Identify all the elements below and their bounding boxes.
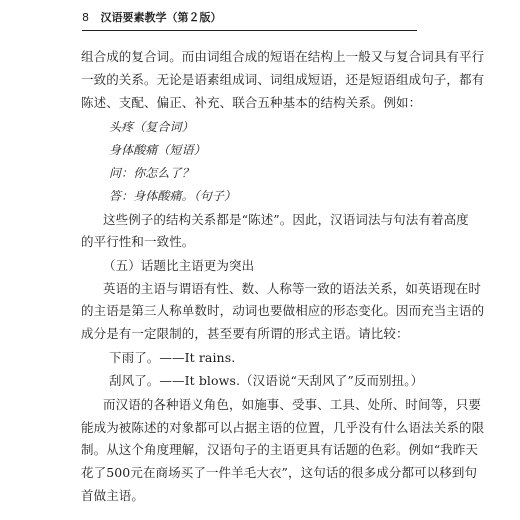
paragraph-3-line: 的主语是第三人称单数时，动词也要做相应的形态变化。因而充当主语的 — [81, 303, 485, 318]
paragraph-2-line: 的平行性和一致性。 — [81, 234, 195, 249]
example-line: 问：你怎么了？ — [109, 166, 194, 180]
example-line: 刮风了。——It blows.（汉语说“天刮风了”反而别扭。） — [109, 373, 424, 388]
header-rule — [82, 30, 417, 31]
paragraph-4-line: 而汉语的各种语义角色，如施事、受事、工具、处所、时间等，只要 — [103, 397, 482, 412]
book-title: 汉语要素教学（第２版） — [100, 11, 222, 24]
example-line: 答：身体酸痛。（句子） — [109, 189, 237, 203]
paragraph-4-line: 首做主语。 — [81, 488, 145, 503]
paragraph-4-line: 制。从这个角度理解，汉语句子的主语更具有话题的色彩。例如“我昨天 — [81, 442, 479, 457]
paragraph-2-line: 这些例子的结构关系都是“陈述”。因此，汉语词法与句法有着高度 — [103, 212, 469, 227]
running-head — [82, 11, 222, 25]
paragraph-4-line: 花了500元在商场买了一件羊毛大衣”，这句话的很多成分都可以移到句 — [81, 465, 478, 480]
paragraph-1-line: 组合成的复合词。而由词组合成的短语在结构上一般又与复合词具有平行 — [81, 49, 485, 64]
paragraph-4-line: 能成为被陈述的对象都可以占据主语的位置，几乎没有什么语法关系的限 — [81, 420, 485, 435]
paragraph-1-line: 陈述、支配、偏正、补充、联合五种基本的结构关系。例如： — [81, 95, 422, 110]
paragraph-1-line: 一致的关系。无论是语素组成词、词组成短语，还是短语组成句子，都有 — [81, 72, 485, 87]
section-heading: （五）话题比主语更为突出 — [103, 258, 255, 273]
paragraph-3-line: 英语的主语与谓语有性、数、人称等一致的语法关系，如英语现在时 — [103, 281, 482, 296]
page-number: 8 — [82, 11, 89, 24]
paragraph-3-line: 成分是有一定限制的，甚至要有所谓的形式主语。请比较： — [81, 326, 409, 341]
example-line: 头疼（复合词） — [109, 120, 194, 134]
example-line: 下雨了。——It rains. — [109, 350, 236, 365]
example-line: 身体酸痛（短语） — [109, 143, 206, 157]
